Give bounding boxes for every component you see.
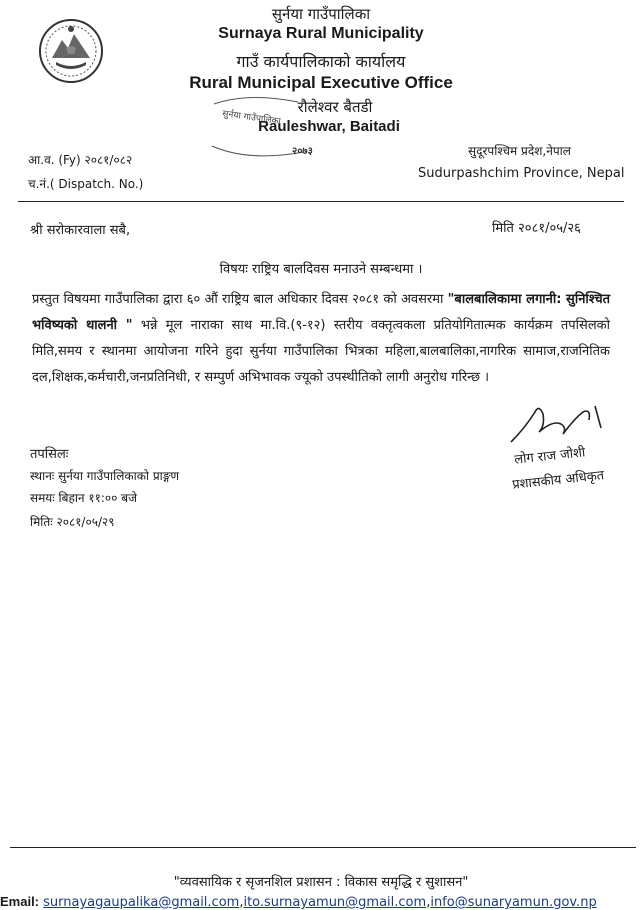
signatory-name: लोग राज जोशी bbox=[513, 445, 587, 468]
place-np: रौलेश्वर बैतडी bbox=[297, 98, 373, 116]
office-title-en: Rural Municipal Executive Office bbox=[189, 73, 453, 92]
office-title-np: गाउँ कार्यपालिकाको कार्यालय bbox=[236, 52, 406, 71]
subject: विषयः राष्ट्रिय बालदिवस मनाउने सम्बन्धमा । bbox=[219, 262, 423, 277]
province-np: सुदूरपश्चिम प्रदेश,नेपाल bbox=[468, 144, 571, 158]
footer-slogan: "व्यवसायिक र सृजनशिल प्रशासन : विकास समृद्धि र सुशासन" bbox=[173, 875, 469, 890]
body-part-1: प्रस्तुत विषयमा गाउँपालिका द्वारा ६० औं राष्ट्रिय बाल अधिकार दिवस २०८१ को अवसरमा bbox=[32, 292, 448, 307]
header-divider bbox=[18, 201, 624, 202]
details-date: मितिः २०८१/०५/२९ bbox=[30, 515, 115, 529]
footer-divider bbox=[10, 847, 636, 848]
municipality-title-np: सुर्नया गाउँपालिका bbox=[271, 5, 371, 23]
email-line: Email: surnayagaupalika@gmail.com,ito.surnayamun@gmail.com,info@sunaryamun.gov.np bbox=[0, 894, 597, 910]
recipient: श्री सरोकारवाला सबै, bbox=[30, 223, 131, 238]
municipality-title-en: Surnaya Rural Municipality bbox=[218, 25, 424, 42]
letter-body bbox=[32, 287, 610, 391]
office-stamp bbox=[208, 92, 320, 164]
stamp-text: सुर्नया गाउँपालिका bbox=[221, 109, 282, 128]
dispatch-number: च.नं.( Dispatch. No.) bbox=[28, 177, 144, 191]
details-venue: स्थानः सुर्नया गाउँपालिकाको प्राङ्गण bbox=[30, 469, 180, 483]
email-link-3[interactable]: info@sunaryamun.gov.np bbox=[430, 895, 597, 910]
details-time: समयः बिहान ११:०० बजे bbox=[30, 491, 137, 505]
email-link-1[interactable]: surnayagaupalika@gmail.com bbox=[43, 895, 240, 910]
signature bbox=[505, 398, 615, 448]
letter-date: मिति २०८१/०५/२६ bbox=[492, 221, 581, 236]
fiscal-year: आ.व. (Fy) २०८१/०८२ bbox=[28, 153, 133, 167]
signatory-title: प्रशासकीय अधिकृत bbox=[511, 468, 605, 493]
campaign-slogan: "बालबालिकामा लगानी: सुनिश्चित भविष्यको थालनी " bbox=[32, 292, 610, 333]
email-label: Email: bbox=[0, 894, 40, 909]
stamp-year: २०७३ bbox=[292, 146, 313, 157]
body-part-2: भन्ने मूल नाराका साथ मा.वि.(९-१२) स्तरीय वक्तृत्वकला प्रतियोगितात्मक कार्यक्रम तपसिलको मिति,समय र स्थानमा आयोजना गरिने हुदा सुर्नया गाउँपालिका भित्रका महिला,बालबालिका,नागरिक सामाज,राजनितिक दल,शिक्षक,कर्मचारी,जनप्रतिनिधी, र सम्पुर्ण अभिभावक ज्यूको उपस्थीतिको लागी अनुरोध गरिन्छ । bbox=[32, 318, 610, 385]
email-link-2[interactable]: ito.surnayamun@gmail.com bbox=[243, 895, 427, 910]
place-en: Rauleshwar, Baitadi bbox=[258, 118, 400, 135]
province-en: Sudurpashchim Province, Nepal bbox=[418, 166, 625, 181]
details-heading: तपसिलः bbox=[30, 447, 69, 462]
